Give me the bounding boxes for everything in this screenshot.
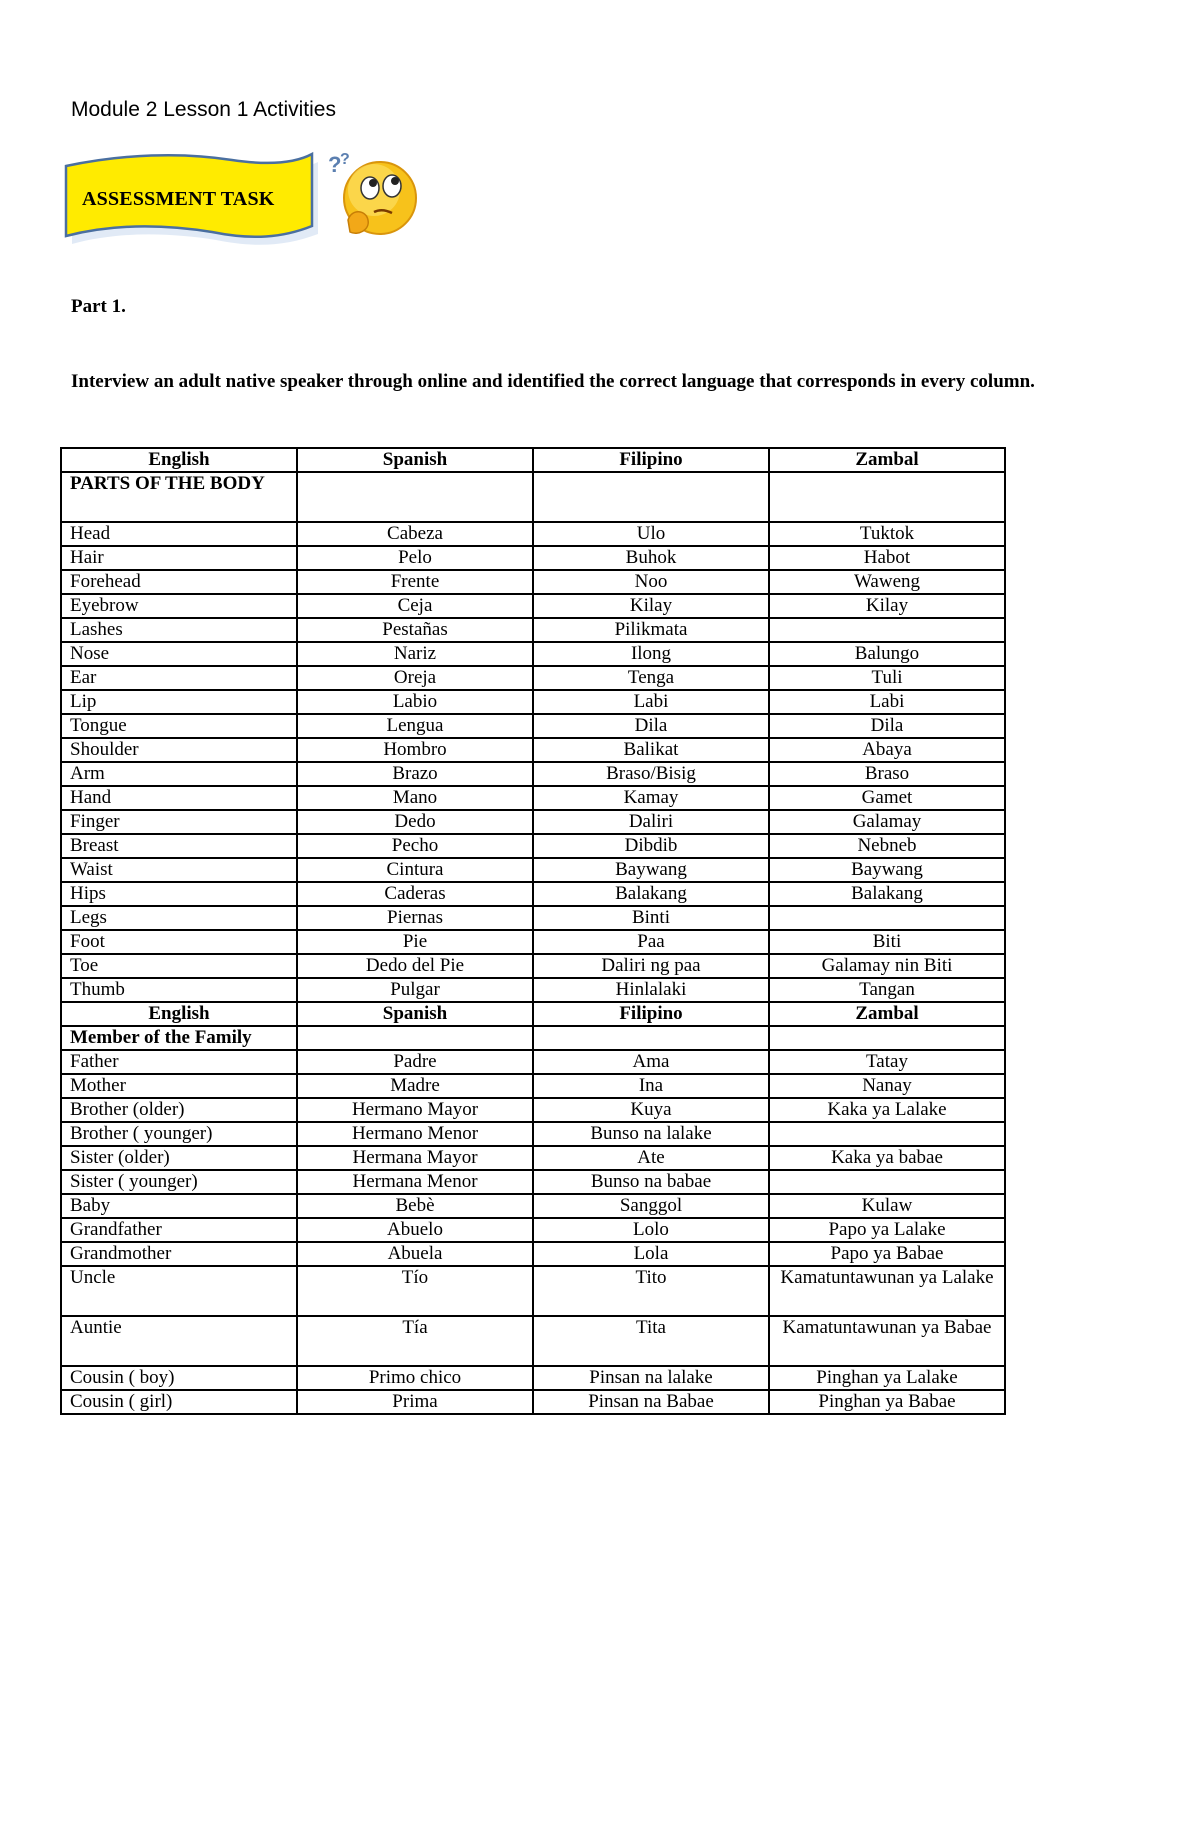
table-cell: Pilikmata xyxy=(533,618,769,642)
table-cell: Caderas xyxy=(297,882,533,906)
table-row xyxy=(61,546,1005,570)
table-cell: Ama xyxy=(533,1050,769,1074)
table-row xyxy=(61,1194,1005,1218)
table-cell: Paa xyxy=(533,930,769,954)
table-cell: Hombro xyxy=(297,738,533,762)
table-cell: Tuktok xyxy=(769,522,1005,546)
table-cell: Gamet xyxy=(769,786,1005,810)
table-cell: Labio xyxy=(297,690,533,714)
table-header-row xyxy=(61,448,1005,472)
table-cell: Dila xyxy=(533,714,769,738)
table-cell: Nariz xyxy=(297,642,533,666)
table-cell: Hermana Mayor xyxy=(297,1146,533,1170)
table-cell: Kamay xyxy=(533,786,769,810)
table-cell: Tongue xyxy=(61,714,297,738)
table-row xyxy=(61,1074,1005,1098)
table-cell: Legs xyxy=(61,906,297,930)
table-cell: Sister ( younger) xyxy=(61,1170,297,1194)
table-cell: Dila xyxy=(769,714,1005,738)
table-cell: Auntie xyxy=(61,1316,297,1366)
table-row xyxy=(61,1242,1005,1266)
table-cell: Hermano Menor xyxy=(297,1122,533,1146)
table-cell: Baywang xyxy=(533,858,769,882)
table-cell xyxy=(769,906,1005,930)
table-cell: Labi xyxy=(769,690,1005,714)
table-cell: Abuelo xyxy=(297,1218,533,1242)
table-cell: Daliri ng paa xyxy=(533,954,769,978)
table-cell: Papo ya Lalake xyxy=(769,1218,1005,1242)
table-cell xyxy=(297,1026,533,1050)
table-cell: Abuela xyxy=(297,1242,533,1266)
table-row xyxy=(61,1390,1005,1414)
table-cell: Primo chico xyxy=(297,1366,533,1390)
table-row xyxy=(61,858,1005,882)
table-cell: Balikat xyxy=(533,738,769,762)
table-cell: Kaka ya Lalake xyxy=(769,1098,1005,1122)
table-row xyxy=(61,930,1005,954)
table-cell xyxy=(533,1026,769,1050)
table-cell: Daliri xyxy=(533,810,769,834)
table-row xyxy=(61,834,1005,858)
banner-label: ASSESSMENT TASK xyxy=(82,188,275,210)
table-cell: Brazo xyxy=(297,762,533,786)
table-cell xyxy=(533,472,769,522)
table-cell: Ina xyxy=(533,1074,769,1098)
table-cell xyxy=(769,1026,1005,1050)
table-cell: Hips xyxy=(61,882,297,906)
table-cell: Father xyxy=(61,1050,297,1074)
section-label: PARTS OF THE BODY xyxy=(61,472,297,522)
table-cell: Galamay nin Biti xyxy=(769,954,1005,978)
table-cell: Habot xyxy=(769,546,1005,570)
svg-text:?: ? xyxy=(340,151,350,168)
table-cell: Cousin ( girl) xyxy=(61,1390,297,1414)
table-cell: Kaka ya babae xyxy=(769,1146,1005,1170)
table-cell: Bunso na lalake xyxy=(533,1122,769,1146)
table-row xyxy=(61,690,1005,714)
table-cell: Pinghan ya Babae xyxy=(769,1390,1005,1414)
table-cell: Tito xyxy=(533,1266,769,1316)
table-cell: Ulo xyxy=(533,522,769,546)
table-row xyxy=(61,738,1005,762)
table-cell: Cabeza xyxy=(297,522,533,546)
table-cell: Lip xyxy=(61,690,297,714)
table-cell: Braso xyxy=(769,762,1005,786)
table-cell: Braso/Bisig xyxy=(533,762,769,786)
table-cell: Kamatuntawunan ya Babae xyxy=(769,1316,1005,1366)
table-header-row-2 xyxy=(61,1002,1005,1026)
table-cell: Tío xyxy=(297,1266,533,1316)
table-cell: Dedo del Pie xyxy=(297,954,533,978)
table-cell: Mano xyxy=(297,786,533,810)
table-cell: Tangan xyxy=(769,978,1005,1002)
table-cell: Cintura xyxy=(297,858,533,882)
table-cell: Madre xyxy=(297,1074,533,1098)
table-cell: Sanggol xyxy=(533,1194,769,1218)
table-row xyxy=(61,786,1005,810)
table-cell: Finger xyxy=(61,810,297,834)
table-row xyxy=(61,906,1005,930)
table-cell: Frente xyxy=(297,570,533,594)
table-cell: Labi xyxy=(533,690,769,714)
table-cell: Dedo xyxy=(297,810,533,834)
table-cell: Oreja xyxy=(297,666,533,690)
table-cell: Lolo xyxy=(533,1218,769,1242)
table-cell: Balakang xyxy=(533,882,769,906)
table-cell: Breast xyxy=(61,834,297,858)
table-cell: Hermana Menor xyxy=(297,1170,533,1194)
table-row xyxy=(61,1316,1005,1366)
table-row xyxy=(61,882,1005,906)
section-label: Member of the Family xyxy=(61,1026,297,1050)
table-row xyxy=(61,714,1005,738)
table-cell: Pinsan na lalake xyxy=(533,1366,769,1390)
header-cell-zambal: Zambal xyxy=(769,448,1005,472)
table-cell: Tuli xyxy=(769,666,1005,690)
table-cell: Piernas xyxy=(297,906,533,930)
thinking-face-icon xyxy=(322,150,422,242)
header-cell-spanish: Spanish xyxy=(297,448,533,472)
instructions-text: Interview an adult native speaker through online and identified the correct language that corresponds in every column. xyxy=(71,371,1035,392)
table-row xyxy=(61,1266,1005,1316)
table-row xyxy=(61,1218,1005,1242)
table-cell: Brother ( younger) xyxy=(61,1122,297,1146)
table-cell: Waist xyxy=(61,858,297,882)
table-cell: Ate xyxy=(533,1146,769,1170)
table-cell: Hinlalaki xyxy=(533,978,769,1002)
header-cell-english: English xyxy=(61,1002,297,1026)
table-cell: Grandfather xyxy=(61,1218,297,1242)
table-cell: Mother xyxy=(61,1074,297,1098)
svg-text:?: ? xyxy=(328,152,342,177)
table-row xyxy=(61,762,1005,786)
table-cell: Nose xyxy=(61,642,297,666)
table-cell: Padre xyxy=(297,1050,533,1074)
table-cell: Brother (older) xyxy=(61,1098,297,1122)
table-cell: Abaya xyxy=(769,738,1005,762)
table-cell: Eyebrow xyxy=(61,594,297,618)
table-cell: Kamatuntawunan ya Lalake xyxy=(769,1266,1005,1316)
table-cell: Balungo xyxy=(769,642,1005,666)
table-cell: Pulgar xyxy=(297,978,533,1002)
table-cell: Tatay xyxy=(769,1050,1005,1074)
table-cell: Pecho xyxy=(297,834,533,858)
table-cell: Kilay xyxy=(769,594,1005,618)
table-row xyxy=(61,570,1005,594)
table-cell: Uncle xyxy=(61,1266,297,1316)
table-cell: Nebneb xyxy=(769,834,1005,858)
section-row-body-parts xyxy=(61,472,1005,522)
table-row xyxy=(61,1170,1005,1194)
table-row xyxy=(61,522,1005,546)
table-cell: Thumb xyxy=(61,978,297,1002)
table-row xyxy=(61,1050,1005,1074)
table-cell xyxy=(769,618,1005,642)
table-row xyxy=(61,1366,1005,1390)
table-cell: Hair xyxy=(61,546,297,570)
table-cell: Sister (older) xyxy=(61,1146,297,1170)
table-cell: Tenga xyxy=(533,666,769,690)
table-cell: Shoulder xyxy=(61,738,297,762)
table-cell: Toe xyxy=(61,954,297,978)
table-row xyxy=(61,618,1005,642)
table-cell: Forehead xyxy=(61,570,297,594)
table-cell: Prima xyxy=(297,1390,533,1414)
table-cell xyxy=(769,1170,1005,1194)
table-cell: Baby xyxy=(61,1194,297,1218)
table-cell: Kuya xyxy=(533,1098,769,1122)
assessment-task-banner xyxy=(62,150,322,250)
table-cell: Biti xyxy=(769,930,1005,954)
header-cell-zambal: Zambal xyxy=(769,1002,1005,1026)
table-row xyxy=(61,978,1005,1002)
table-cell: Arm xyxy=(61,762,297,786)
part-label: Part 1. xyxy=(71,296,126,317)
table-cell: Baywang xyxy=(769,858,1005,882)
table-cell: Lashes xyxy=(61,618,297,642)
table-cell: Hermano Mayor xyxy=(297,1098,533,1122)
table-cell: Pelo xyxy=(297,546,533,570)
table-cell: Lengua xyxy=(297,714,533,738)
table-cell: Dibdib xyxy=(533,834,769,858)
table-cell: Bebè xyxy=(297,1194,533,1218)
table-cell: Tía xyxy=(297,1316,533,1366)
table-row xyxy=(61,1098,1005,1122)
table-cell: Waweng xyxy=(769,570,1005,594)
table-row xyxy=(61,594,1005,618)
table-cell: Balakang xyxy=(769,882,1005,906)
table-cell: Pestañas xyxy=(297,618,533,642)
table-cell: Cousin ( boy) xyxy=(61,1366,297,1390)
table-cell: Ear xyxy=(61,666,297,690)
table-cell: Foot xyxy=(61,930,297,954)
table-cell: Galamay xyxy=(769,810,1005,834)
header-cell-filipino: Filipino xyxy=(533,1002,769,1026)
table-row xyxy=(61,810,1005,834)
table-cell: Tita xyxy=(533,1316,769,1366)
table-cell: Ceja xyxy=(297,594,533,618)
table-cell: Lola xyxy=(533,1242,769,1266)
section-row-family xyxy=(61,1026,1005,1050)
table-cell: Ilong xyxy=(533,642,769,666)
table-cell: Head xyxy=(61,522,297,546)
table-row xyxy=(61,1146,1005,1170)
table-cell: Kilay xyxy=(533,594,769,618)
table-row xyxy=(61,1122,1005,1146)
vocabulary-table-body xyxy=(61,448,1005,1414)
table-row xyxy=(61,642,1005,666)
table-row xyxy=(61,954,1005,978)
table-cell: Binti xyxy=(533,906,769,930)
table-cell: Noo xyxy=(533,570,769,594)
header-cell-filipino: Filipino xyxy=(533,448,769,472)
table-cell: Buhok xyxy=(533,546,769,570)
table-row xyxy=(61,666,1005,690)
header-cell-spanish: Spanish xyxy=(297,1002,533,1026)
table-cell: Grandmother xyxy=(61,1242,297,1266)
table-cell: Papo ya Babae xyxy=(769,1242,1005,1266)
table-cell: Bunso na babae xyxy=(533,1170,769,1194)
table-cell: Nanay xyxy=(769,1074,1005,1098)
table-cell: Pinsan na Babae xyxy=(533,1390,769,1414)
table-cell: Pinghan ya Lalake xyxy=(769,1366,1005,1390)
table-cell: Kulaw xyxy=(769,1194,1005,1218)
table-cell xyxy=(769,472,1005,522)
table-cell: Hand xyxy=(61,786,297,810)
header-cell-english: English xyxy=(61,448,297,472)
page-title: Module 2 Lesson 1 Activities xyxy=(71,98,336,121)
table-cell xyxy=(297,472,533,522)
vocabulary-table xyxy=(60,447,1006,1415)
table-cell xyxy=(769,1122,1005,1146)
table-cell: Pie xyxy=(297,930,533,954)
